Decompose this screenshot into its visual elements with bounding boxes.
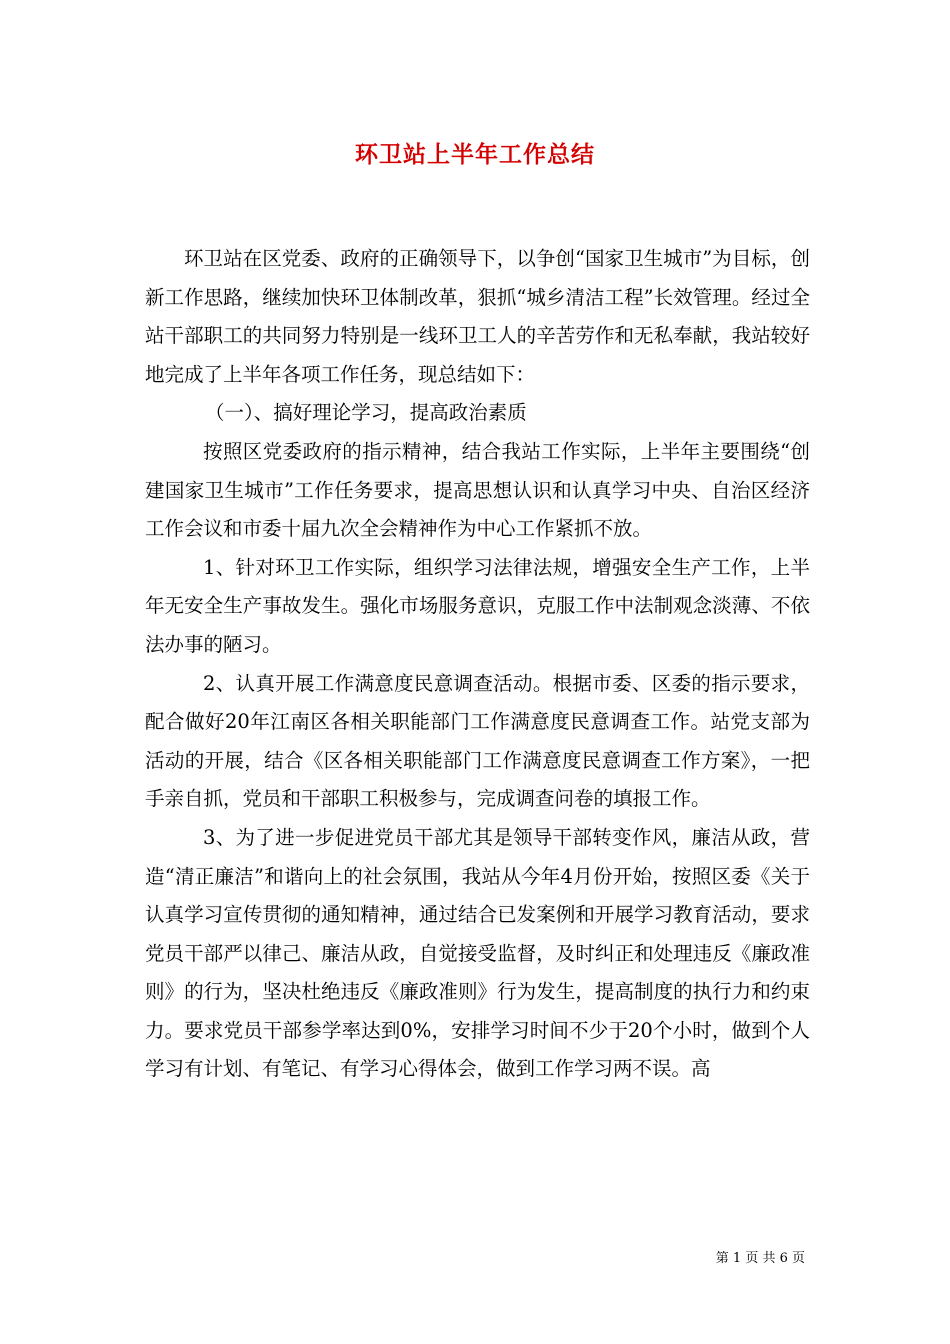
section-heading: （一）、搞好理论学习，提高政治素质 bbox=[205, 401, 527, 425]
intro-paragraph: 环卫站在区党委、政府的正确领导下，以争创“国家卫生城市”为目标，创新工作思路，继续加快环卫体制改革，狠抓“城乡清洁工程”长效管理。经过全站干部职工的共同努力特别是一线环卫工人的辛苦劳作和无私奉献，我站较好地完成了上半年各项工作任务，现总结如下： bbox=[145, 247, 810, 386]
document-body bbox=[145, 240, 810, 1089]
item-2-paragraph: 2、认真开展工作满意度民意调查活动。根据市委、区委的指示要求，配合做好20年江南区各相关职能部门工作满意度民意调查工作。站党支部为活动的开展，结合《区各相关职能部门工作满意度民意调查工作方案》，一把手亲自抓，党员和干部职工积极参与，完成调查问卷的填报工作。 bbox=[145, 671, 810, 811]
item-3-paragraph: 3、为了进一步促进党员干部尤其是领导干部转变作风，廉洁从政，营造“清正廉洁”和谐向上的社会氛围，我站从今年4月份开始，按照区委《关于认真学习宣传贯彻的通知精神，通过结合已发案例和开展学习教育活动，要求党员干部严以律己、廉洁从政，自觉接受监督，及时纠正和处理违反《廉政准则》的行为，坚决杜绝违反《廉政准则》行为发生，提高制度的执行力和约束力。要求党员干部参学率达到0%，安排学习时间不少于20个小时，做到个人学习有计划、有笔记、有学习心得体会，做到工作学习两不误。高 bbox=[145, 825, 810, 1081]
page-number-footer: 第 1 页 共 6 页 bbox=[715, 1251, 805, 1266]
section-paragraph: 按照区党委政府的指示精神，结合我站工作实际，上半年主要围绕“创建国家卫生城市”工作任务要求，提高思想认识和认真学习中央、自治区经济工作会议和市委十届九次全会精神作为中心工作紧抓不放。 bbox=[145, 439, 810, 541]
document-title: 环卫站上半年工作总结 bbox=[355, 142, 595, 168]
item-1-paragraph: 1、针对环卫工作实际，组织学习法律法规，增强安全生产工作，上半年无安全生产事故发生。强化市场服务意识，克服工作中法制观念淡薄、不依法办事的陋习。 bbox=[145, 555, 810, 656]
